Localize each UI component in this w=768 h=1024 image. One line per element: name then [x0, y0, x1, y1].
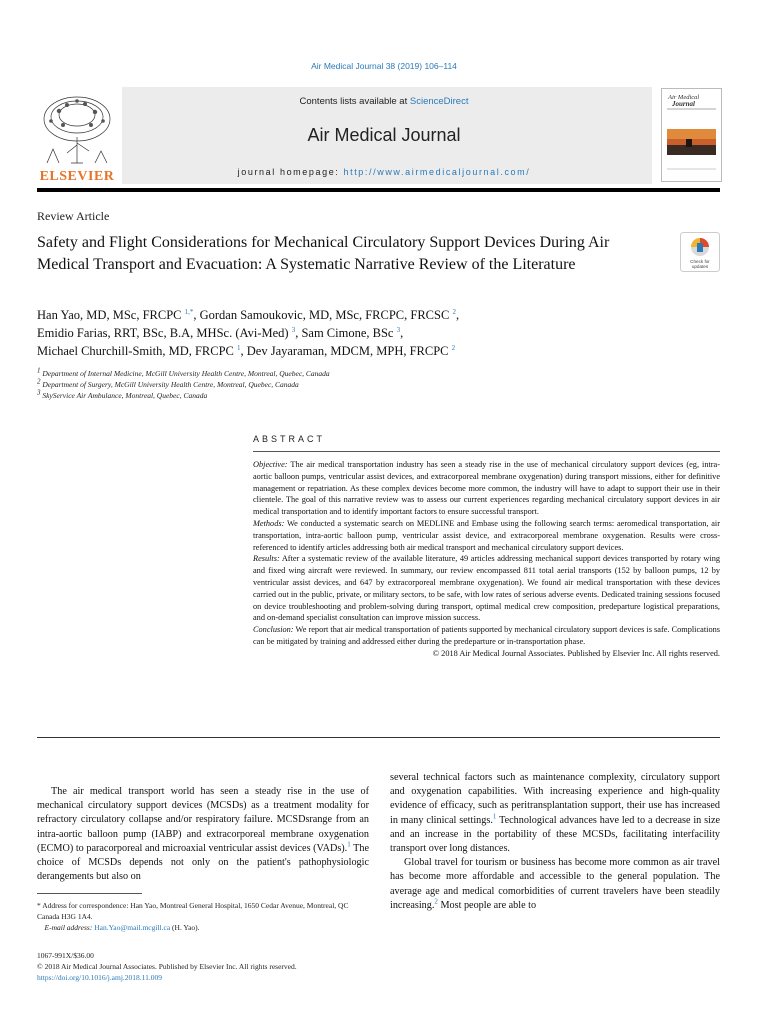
issn-price: 1067-991X/$36.00 [37, 951, 94, 960]
correspondence-footnote [37, 900, 369, 933]
affiliation-number: 2 [37, 377, 41, 386]
conclusion-label: Conclusion: [253, 625, 294, 635]
abstract-heading: ABSTRACT [253, 434, 326, 444]
citation-ref[interactable]: 2 [434, 897, 438, 906]
citation-ref[interactable]: 1 [492, 812, 497, 821]
homepage-prefix: journal homepage: [237, 167, 344, 177]
body-text: The air medical transport world has seen a steady rise in the use of mechanical circulatory support devices (MCSDs) as a treatment modality for refractory circulatory collapse and/or respiratory failure. MCSDsrange from an intra-aortic balloon pump (IABP) and extracorporeal membrane oxygenation (ECMO) to paracorporeal and microaxial ventricular assist devices (VADs). [37, 786, 369, 854]
abstract-rule [253, 451, 720, 452]
body-text: The choice of MCSDs depends not only on the patient's pathophysiologic derangements but also on [37, 842, 369, 883]
body-text: several technical factors such as maintenance complexity, circulatory support and oxygenation capabilities. With increasing experience and high-quality evidence of efficacy, such as peritransplantation support, their use has increased in many clinical settings. [390, 772, 720, 826]
affiliation-item [37, 379, 637, 390]
journal-cover-thumbnail[interactable] [661, 88, 722, 182]
check-updates-icon [680, 232, 720, 272]
affiliation-text: SkyService Air Ambulance, Montreal, Quebec, Canada [42, 391, 208, 400]
elsevier-tree-icon [37, 93, 117, 167]
citation-ref[interactable]: 1 [347, 840, 351, 849]
elsevier-logo[interactable] [37, 93, 117, 185]
body-paragraph [390, 856, 720, 913]
svg-text:Check for: Check for [690, 259, 710, 264]
doi-link[interactable]: https://doi.org/10.1016/j.amj.2018.11.009 [37, 973, 163, 982]
abstract-results [253, 553, 720, 624]
email-link[interactable]: Han.Yao@mail.mcgill.ca [94, 923, 171, 932]
author-name: Sam Cimone, BSc [301, 326, 394, 340]
abstract-body [253, 459, 720, 660]
body-text: Technological advances have led to a decrease in size and an increase in the portability of these MCSDs, facilitating interfacility transport over long distances. [390, 814, 720, 855]
svg-text:Journal: Journal [672, 100, 695, 108]
author-name: Dev Jayaraman, MDCM, MPH, FRCPC [246, 344, 449, 358]
author-name: Emidio Farias, RRT, BSc, B.A, MHSc. (Avi-Med) [37, 326, 289, 340]
svg-text:Air Medical: Air Medical [668, 94, 700, 101]
affiliation-item [37, 390, 637, 401]
elsevier-wordmark: ELSEVIER [39, 169, 115, 184]
methods-label: Methods: [253, 518, 285, 528]
author-affiliation-ref[interactable]: 2 [452, 307, 456, 316]
abstract-methods [253, 518, 720, 553]
body-paragraph [390, 771, 720, 856]
contents-prefix: Contents lists available at [299, 96, 410, 107]
results-label: Results: [253, 554, 280, 564]
journal-cover-image [662, 89, 721, 181]
sciencedirect-link[interactable]: ScienceDirect [409, 96, 469, 107]
author-affiliation-ref[interactable]: 2 [451, 343, 456, 352]
email-label: E-mail address: [44, 923, 95, 932]
header-rule [37, 188, 720, 192]
affiliation-text: Department of Internal Medicine, McGill University Health Centre, Montreal, Quebec, Canada [42, 369, 330, 378]
correspondence-address: * Address for correspondence: Han Yao, Montreal General Hospital, 1650 Cedar Avenue, Montreal, QC Canada H3G 1A4. [37, 901, 349, 921]
body-text: Most people are able to [437, 899, 537, 911]
journal-citation[interactable]: Air Medical Journal 38 (2019) 106–114 [311, 61, 457, 71]
affiliation-text: Department of Surgery, McGill University Health Centre, Montreal, Quebec, Canada [42, 380, 299, 389]
author-line-1: Han Yao, MD, MSc, FRCPC $^{1,*}$, Gordan Samoukovic, MD, MSc, FRCPC, FRCSC $^2$, [37, 307, 460, 322]
objective-label: Objective: [253, 460, 288, 469]
email-suffix: (H. Yao). [170, 923, 200, 932]
abstract-bottom-rule [37, 737, 720, 738]
author-affiliation-ref[interactable]: 3 [396, 325, 401, 334]
body-text: Global travel for tourism or business has become more common as air travel has become more affordable and accessible to the general population. The average age and medical comorbidities of current travelers have been steadily increasing. [390, 857, 720, 911]
author-name: Michael Churchill-Smith, MD, FRCPC [37, 344, 234, 358]
results-text: After a systematic review of the available literature, 49 articles addressing mechanical support devices transported by rotary wing and fixed wing aircraft were reviewed. In summary, our review encompassed 811 total aerial transports (152 by balloon pumps, 12 by ventricular assist devices, and 647 by extracorporeal membrane oxygenation). We found air medical transportation with these devices carried out in the public, private, or military sectors, to be safe, with low rates of serious adverse events. Dedicated training sessions focused on device troubleshooting and problem-solving during transport, optimal medical crew composition, predeparture logistical preparations, and on-demand specialist consultation can improve mission success. [253, 554, 720, 623]
abstract-conclusion [253, 624, 720, 648]
author-name: Gordan Samoukovic, MD, MSc, FRCPC, FRCSC [199, 308, 450, 322]
homepage-link[interactable]: http://www.airmedicaljournal.com/ [343, 167, 531, 177]
footnote-rule [37, 893, 142, 894]
affiliation-number: 1 [37, 366, 41, 375]
bottom-publication-info [37, 950, 397, 983]
author-affiliation-ref[interactable]: 1,* [184, 307, 194, 316]
svg-text:updates: updates [691, 264, 709, 269]
affiliation-number: 3 [37, 388, 41, 397]
affiliation-item [37, 368, 637, 379]
author-affiliation-ref[interactable]: 3 [291, 325, 296, 334]
abstract-copyright: © 2018 Air Medical Journal Associates. Published by Elsevier Inc. All rights reserved. [432, 648, 720, 658]
check-for-updates-badge[interactable] [680, 232, 720, 272]
author-name: Han Yao, MD, MSc, FRCPC [37, 308, 182, 322]
body-column-right [390, 771, 720, 913]
body-column-left [37, 785, 369, 884]
author-affiliation-ref[interactable]: 1 [237, 343, 241, 352]
methods-text: We conducted a systematic search on MEDLINE and Embase using the following search terms: aeromedical transportation, air transportation, intra-aortic balloon pump, ventricular assist device, and extracorporeal membrane oxygenation. Results were cross-referenced to identify articles addressing both air medical transport and mechanical circulatory support devices. [253, 518, 720, 552]
journal-name: Air Medical Journal [307, 125, 461, 145]
affiliations [37, 368, 637, 401]
conclusion-text: We report that air medical transportation of patients supported by mechanical circulatory support devices is safe. Complications can be mitigated by training and addressed either during the predeparture or in-transportation phase. [253, 625, 720, 646]
bottom-copyright: © 2018 Air Medical Journal Associates. Published by Elsevier Inc. All rights reserved. [37, 962, 297, 971]
body-paragraph [37, 785, 369, 884]
article-type: Review Article [37, 209, 110, 223]
author-line-3: Michael Churchill-Smith, MD, FRCPC $^1$, Dev Jayaraman, MDCM, MPH, FRCPC $^2$ [37, 343, 456, 358]
abstract-objective [253, 459, 720, 518]
objective-text: The air medical transportation industry has seen a steady rise in the use of mechanical circulatory support devices (eg, intra-aortic balloon pumps, ventricular assist devices, and extracorporeal membrane oxygenation) during transport missions, either for definitive management or repatriation. As these complex devices become more common, the industry will have to adapt to support their use in their clientele. The goal of this narrative review was to assess our current experiences regarding mechanical circulatory support devices in air medical transportation and to identify important factors to ensure successful transport. [253, 460, 720, 517]
author-line-2: Emidio Farias, RRT, BSc, B.A, MHSc. (Avi-Med) $^3$, Sam Cimone, BSc $^3$, [37, 325, 404, 340]
author-list [37, 306, 597, 360]
article-title: Safety and Flight Considerations for Mechanical Circulatory Support Devices During Air Medical Transport and Evacuation: A Systematic Narrative Review of the Literature [37, 234, 610, 273]
correspondence-email-line [37, 922, 369, 933]
